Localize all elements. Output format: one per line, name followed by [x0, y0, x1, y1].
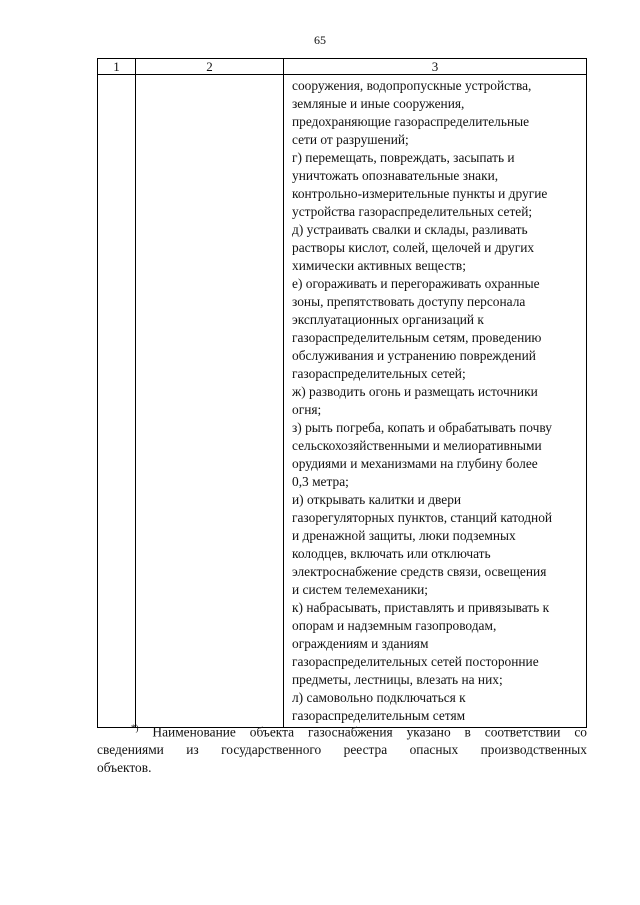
footnote-line-2: сведениями из государственного реестра опасных производственных — [97, 742, 587, 758]
text-line: и дренажной защиты, люки подземных — [292, 528, 516, 543]
text-line: сети от разрушений; — [292, 132, 409, 147]
footnote-text-1: Наименование объекта газоснабжения указано в соответствии со — [152, 724, 588, 740]
text-line: химически активных веществ; — [292, 258, 466, 273]
text-line: газораспределительным сетям — [292, 708, 466, 723]
text-line: обслуживания и устранению повреждений — [292, 348, 536, 363]
text-line: газораспределительным сетям, проведению — [292, 330, 542, 345]
text-line: огня; — [292, 402, 322, 417]
page-number: 65 — [314, 33, 326, 47]
column-header-3: 3 — [284, 59, 587, 75]
text-line: предметы, лестницы, влезать на них; — [292, 672, 503, 687]
text-line: к) набрасывать, приставлять и привязывать к — [292, 600, 550, 615]
text-line: газораспределительных сетей; — [292, 366, 466, 381]
text-line: г) перемещать, повреждать, засыпать и — [292, 150, 515, 165]
text-line: газорегуляторных пунктов, станций катодной — [292, 510, 553, 525]
text-line: и систем телемеханики; — [292, 582, 429, 597]
text-line: л) самовольно подключаться к — [292, 690, 466, 705]
text-line: контрольно-измерительные пункты и другие — [292, 186, 548, 201]
table-row — [98, 75, 587, 728]
table-cell-col3 — [284, 75, 587, 728]
text-line: земляные и иные сооружения, — [292, 96, 465, 111]
footnote-line-3: объектов. — [97, 760, 152, 776]
text-line: ограждениям и зданиям — [292, 636, 429, 651]
footnote-line-1 — [97, 719, 587, 741]
text-line: уничтожать опознавательные знаки, — [292, 168, 499, 183]
text-line: 0,3 метра; — [292, 474, 349, 489]
text-line: сельскохозяйственными и мелиоративными — [292, 438, 542, 453]
text-line: предохраняющие газораспределительные — [292, 114, 530, 129]
table-header-row — [98, 59, 587, 75]
table-cell-col1 — [98, 75, 136, 728]
text-line: сооружения, водопропускные устройства, — [292, 78, 532, 93]
prohibitions-text — [284, 75, 586, 727]
text-line: з) рыть погреба, копать и обрабатывать почву — [292, 420, 552, 435]
text-line: орудиями и механизмами на глубину более — [292, 456, 538, 471]
text-line: растворы кислот, солей, щелочей и других — [292, 240, 535, 255]
text-line: д) устраивать свалки и склады, разливать — [292, 222, 528, 237]
text-line: колодцев, включать или отключать — [292, 546, 491, 561]
text-line: ж) разводить огонь и размещать источники — [292, 384, 538, 399]
text-line: устройства газораспределительных сетей; — [292, 204, 533, 219]
text-line: опорам и надземным газопроводам, — [292, 618, 497, 633]
footnote-marker: *) — [131, 723, 139, 733]
text-line: газораспределительных сетей посторонние — [292, 654, 539, 669]
table-cell-col2 — [136, 75, 284, 728]
footnote — [97, 719, 587, 777]
document-table — [97, 58, 587, 728]
text-line: е) огораживать и перегораживать охранные — [292, 276, 540, 291]
text-line: эксплуатационных организаций к — [292, 312, 484, 327]
column-header-1: 1 — [98, 59, 136, 75]
column-header-2: 2 — [136, 59, 284, 75]
text-line: электроснабжение средств связи, освещения — [292, 564, 547, 579]
text-line: и) открывать калитки и двери — [292, 492, 462, 507]
text-line: зоны, препятствовать доступу персонала — [292, 294, 526, 309]
